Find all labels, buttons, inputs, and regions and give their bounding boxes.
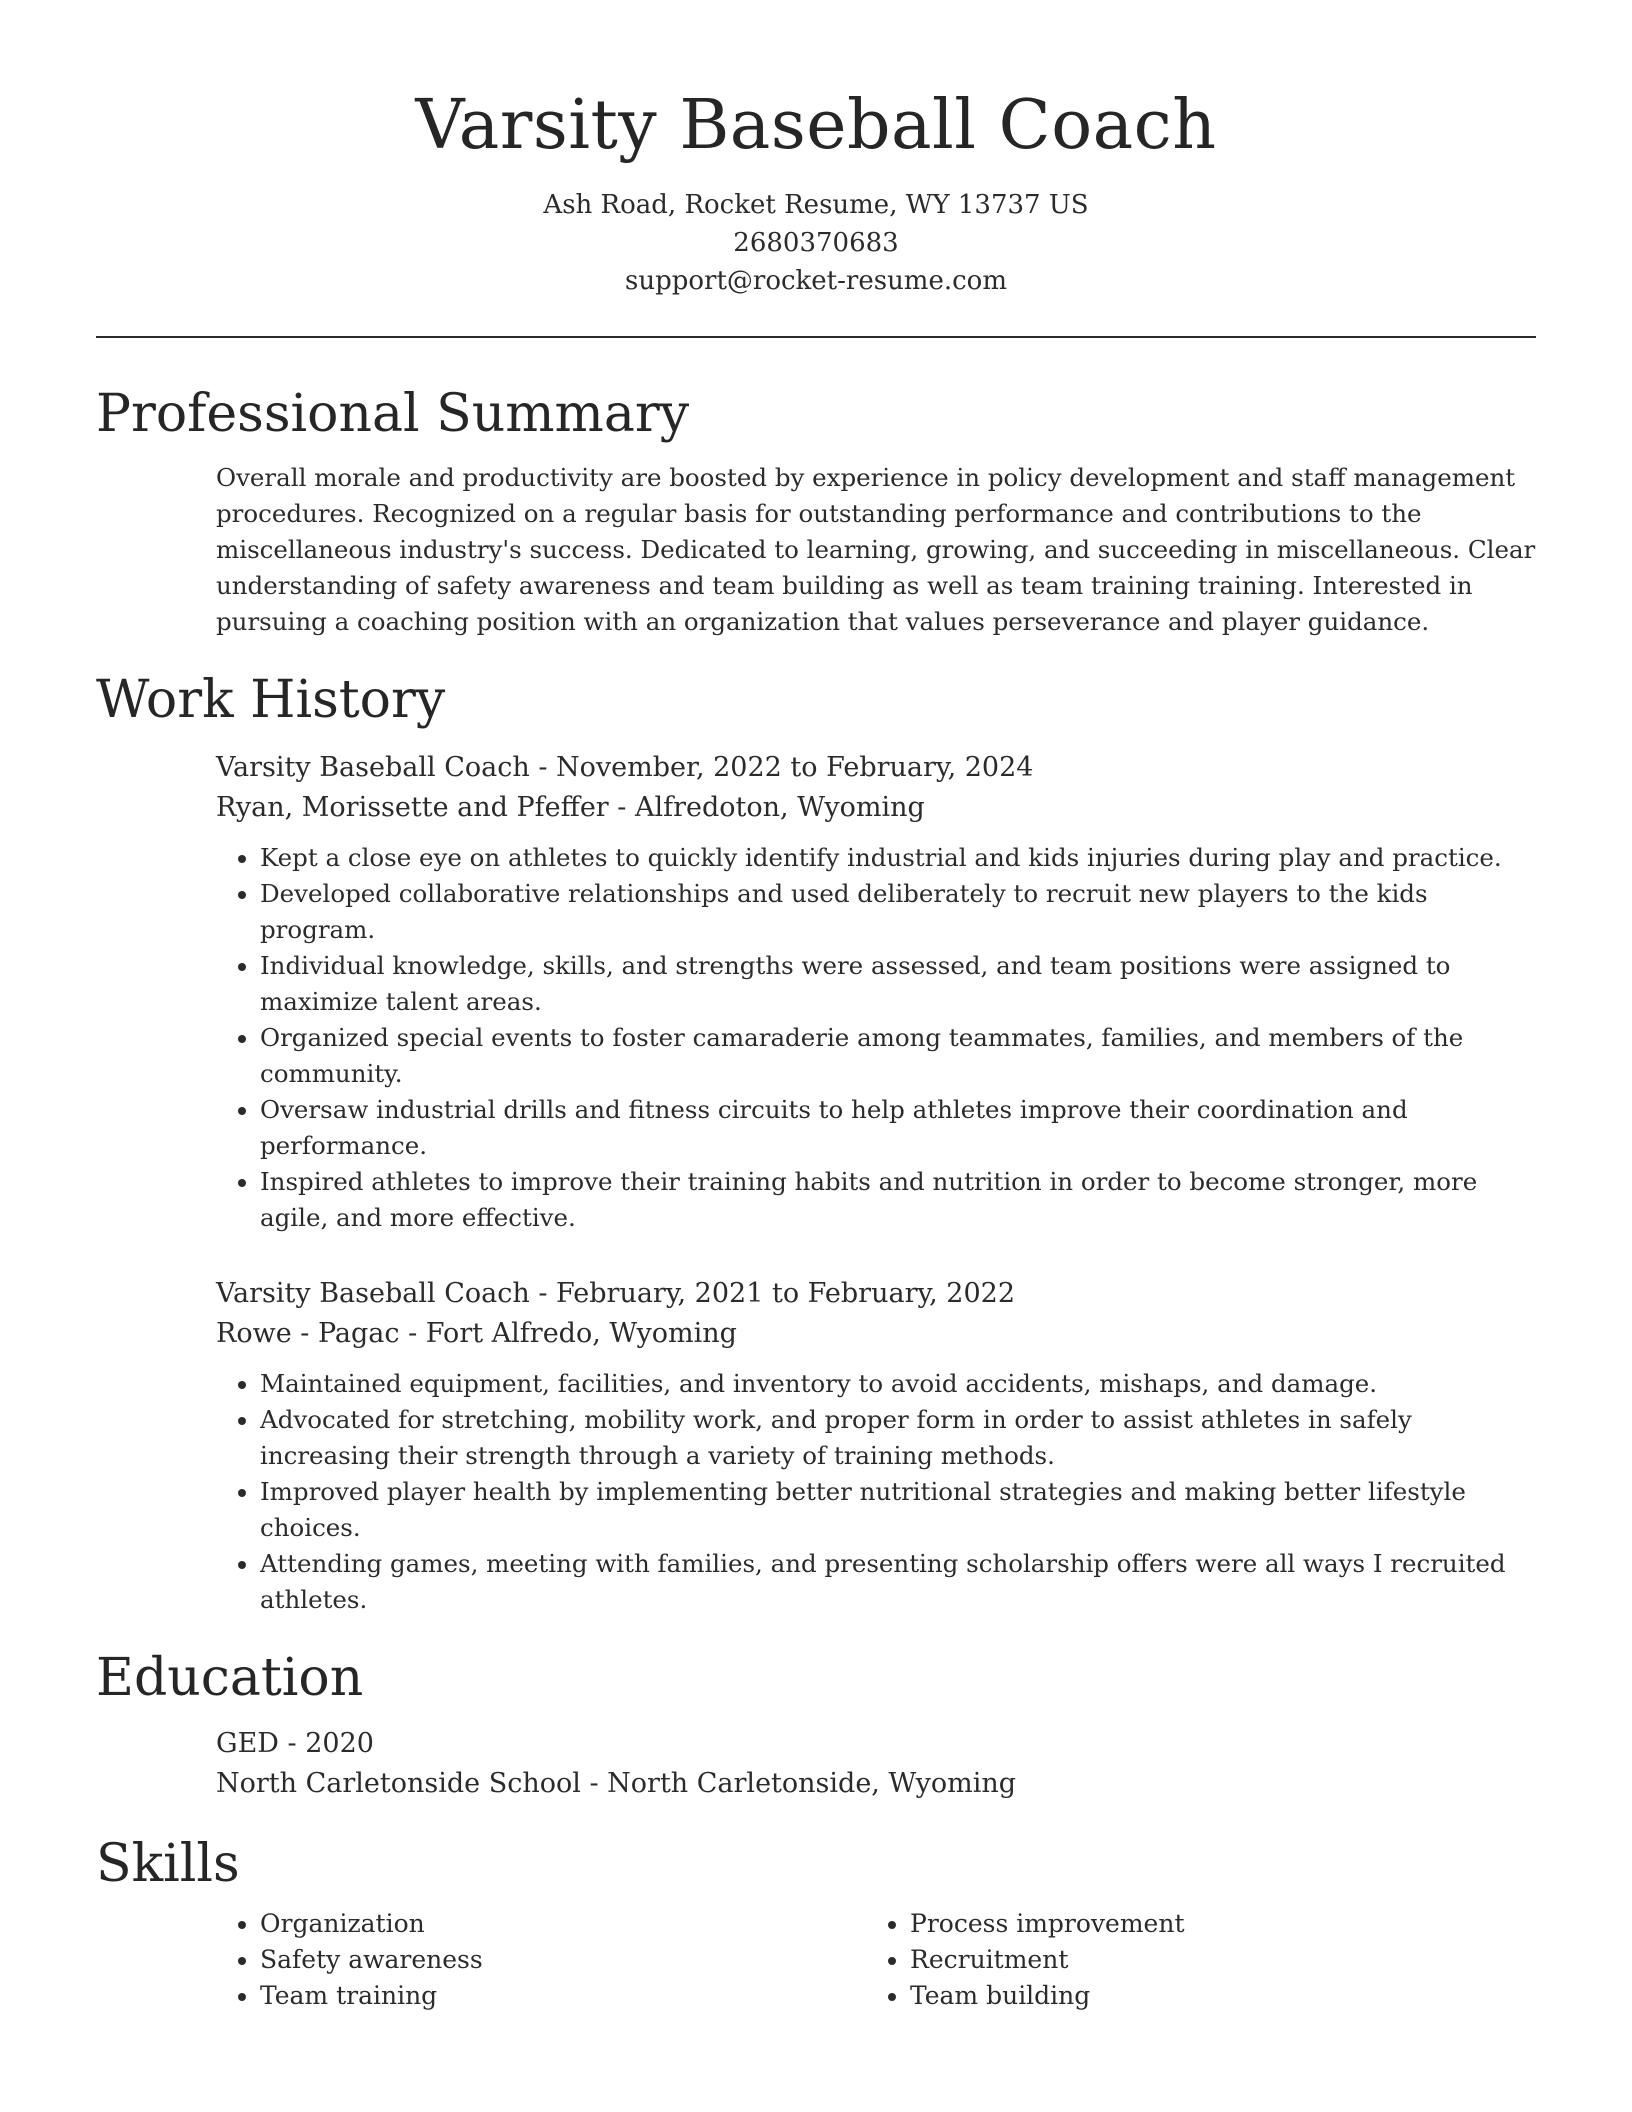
contact-address: Ash Road, Rocket Resume, WY 13737 US	[543, 190, 1089, 220]
job-position: Varsity Baseball Coach	[216, 1278, 530, 1309]
job-company-line	[216, 1314, 1536, 1354]
job-title-line	[216, 1274, 1536, 1314]
job-company-line	[216, 788, 1536, 828]
job-location: - Fort Alfredo, Wyoming	[399, 1318, 737, 1349]
education-location: - North Carletonside, Wyoming	[580, 1768, 1017, 1799]
job-bullet: • Improved player health by implementing better nutritional strategies and making better lifestyle choices.	[260, 1474, 1536, 1546]
education-year: - 2020	[278, 1728, 374, 1759]
resume-header	[96, 0, 1536, 300]
skill-item: • Process improvement	[910, 1906, 1516, 1942]
skill-item: • Recruitment	[910, 1942, 1516, 1978]
job-title-line	[216, 748, 1536, 788]
job-bullet: • Individual knowledge, skills, and strengths were assessed, and team positions were assigned to maximize talent areas.	[260, 948, 1536, 1020]
education-degree-line	[216, 1724, 1536, 1764]
skills-list	[216, 1906, 1536, 2014]
skills-column-left	[216, 1906, 866, 2014]
section-title-summary: Professional Summary	[96, 384, 690, 444]
section-title-education: Education	[96, 1648, 364, 1708]
job-entry	[216, 748, 1536, 1236]
job-bullet: • Oversaw industrial drills and fitness circuits to help athletes improve their coordination and performance.	[260, 1092, 1536, 1164]
education-entry	[216, 1724, 1536, 1804]
job-dates: - November, 2022 to February, 2024	[529, 752, 1034, 783]
skill-item: • Organization	[260, 1906, 866, 1942]
summary-text: Overall morale and productivity are boosted by experience in policy development and staff management procedures. Recognized on a regular basis for outstanding performance and contributions to the miscellaneous industry's success. Dedicated to learning, growing, and succeeding in miscellaneous. Clear understanding of safety awareness and team building as well as team training training. Interested in pursuing a coaching position with an organization that values perseverance and player guidance.	[216, 463, 1536, 636]
job-bullets	[216, 1366, 1536, 1618]
job-bullet: • Advocated for stretching, mobility work, and proper form in order to assist athletes in safely increasing their strength through a variety of training methods.	[260, 1402, 1536, 1474]
education-degree: GED	[216, 1728, 279, 1759]
skill-item: • Safety awareness	[260, 1942, 866, 1978]
job-bullet: • Attending games, meeting with families, and presenting scholarship offers were all ways I recruited athletes.	[260, 1546, 1536, 1618]
candidate-name: Varsity Baseball Coach	[415, 86, 1217, 165]
job-bullet: • Kept a close eye on athletes to quickly identify industrial and kids injuries during play and practice.	[260, 840, 1536, 876]
job-position: Varsity Baseball Coach	[216, 752, 530, 783]
skill-item: • Team building	[910, 1978, 1516, 2014]
education-school-line	[216, 1764, 1536, 1804]
header-divider	[96, 336, 1536, 338]
contact-phone: 2680370683	[733, 228, 899, 258]
job-location: - Alfredoton, Wyoming	[608, 792, 925, 823]
job-bullet: • Maintained equipment, facilities, and inventory to avoid accidents, mishaps, and damage.	[260, 1366, 1536, 1402]
job-company: Rowe - Pagac	[216, 1318, 400, 1349]
job-entry	[216, 1274, 1536, 1618]
job-bullets	[216, 840, 1536, 1236]
education-school: North Carletonside School	[216, 1768, 581, 1799]
job-bullet: • Developed collaborative relationships and used deliberately to recruit new players to the kids program.	[260, 876, 1536, 948]
skill-item: • Team training	[260, 1978, 866, 2014]
job-company: Ryan, Morissette and Pfeffer	[216, 792, 609, 823]
contact-info	[96, 186, 1536, 300]
job-bullet: • Inspired athletes to improve their training habits and nutrition in order to become stronger, more agile, and more effective.	[260, 1164, 1536, 1236]
contact-email: support@rocket-resume.com	[624, 266, 1007, 296]
job-bullet: • Organized special events to foster camaraderie among teammates, families, and members of the community.	[260, 1020, 1536, 1092]
skills-column-right	[866, 1906, 1516, 2014]
section-title-work-history: Work History	[96, 670, 446, 730]
section-title-skills: Skills	[96, 1834, 240, 1894]
job-dates: - February, 2021 to February, 2022	[529, 1278, 1016, 1309]
